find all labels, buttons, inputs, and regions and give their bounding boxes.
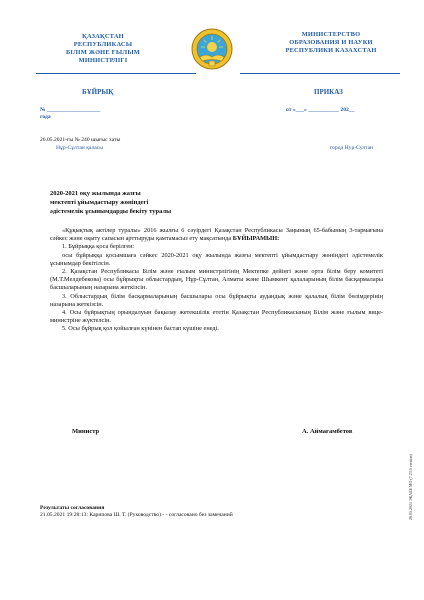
header-right <box>266 31 396 55</box>
intro-paragraph <box>50 227 383 243</box>
header-right-line: РЕСПУБЛИКИ КАЗАХСТАН <box>285 47 377 54</box>
state-emblem-icon <box>190 27 234 71</box>
header-left-line: БІЛІМ ЖӘНЕ ҒЫЛЫМ <box>65 49 141 56</box>
header-divider-right <box>240 73 400 74</box>
side-stamp: 26.05.2021 ЭҚАБЕ МО (7.23.0 version) <box>408 454 413 520</box>
city-ru: город Нур-Султан <box>330 145 374 151</box>
order-number: № ___________________ <box>40 107 101 113</box>
header-divider-left <box>36 73 196 74</box>
header-right-line: МИНИСТЕРСТВО <box>301 31 361 38</box>
intro-text: «Құқықтық актілер туралы» 2016 жылғы 6 сәуірдегі Қазақстан Республикасы Заңының 65-бабының 3-тармағына сәйкес және оқыту сапасын арттыруды қамтамасыз ету мақсатында <box>50 227 383 243</box>
order-body <box>50 227 383 334</box>
item-1-sub: осы бұйрыққа қосымшаға сәйкес 2020-2021 оқу жылында жазғы мектепті ұйымдастыру жөніндегі әдістемелік ұсынымдар бекітілсін. <box>50 251 383 267</box>
item-1: 1. Бұйрыққа қоса берілген: <box>62 243 135 251</box>
signature-name: А. Аймағамбетов <box>302 428 353 435</box>
order-date-line: от «___» ___________ 202__ <box>286 107 355 113</box>
header-left-line: ҚАЗАҚСТАН <box>82 33 124 40</box>
subject-line: 2020-2021 оқу жылында жазғы <box>50 190 141 197</box>
header-left-line: МИНИСТРЛІГІ <box>78 57 128 64</box>
intro-command: БҰЙЫРАМЫН: <box>232 235 280 243</box>
header-left <box>48 33 158 65</box>
order-title-ru: ПРИКАЗ <box>314 88 343 96</box>
approval-title: Результаты согласования <box>40 505 105 511</box>
order-title-kz: БҰЙРЫҚ <box>82 88 114 96</box>
city-kz: Нұр-Сұлтан қаласы <box>56 145 103 151</box>
approval-entry: 21.05.2021 19:28:13: Карипова Ш. Т. (Руководство) - - согласовано без замечаний <box>40 512 233 518</box>
subject-line: әдістемелік ұсынымдарды бекіту туралы <box>50 208 172 215</box>
order-date <box>286 107 354 113</box>
item-5: 5. Осы бұйрық қол қойылған күнінен бастап күшіне енеді. <box>62 325 219 333</box>
order-date-year: года <box>40 114 51 120</box>
subject-line: мектепті ұйымдастыру жөніндегі <box>50 199 149 206</box>
order-subject <box>50 189 171 216</box>
header-left-line: РЕСПУБЛИКАСЫ <box>73 41 133 48</box>
item-3: 3. Облыстардың білім басқармаларының басшылары осы бұйрықты аудандық және қалалық білім бөлімдерінің назарына жеткізсін. <box>50 292 383 308</box>
signature-position: Министр <box>72 428 100 435</box>
header-right-line: ОБРАЗОВАНИЯ И НАУКИ <box>289 39 373 46</box>
registration-number: 26.05.2021-ғы № 240 шығыс хаты <box>40 137 121 143</box>
item-2: 2. Қазақстан Республикасы Білім және ғылым министрлігінің Мектепке дейінгі және орта білім беру комитеті (М.Т.Мелдебекова) осы бұйрықты облыстардың, Нұр-Сұлтан, Алматы және Шымкент қалаларының білім басқармалары басшыларының назарына жеткізсін. <box>50 268 383 292</box>
item-4: 4. Осы бұйрықтың орындалуын бақылау жетекшілік ететін Қазақстан Республикасының Білім және ғылым вице-министріне жүктелсін. <box>50 309 383 325</box>
